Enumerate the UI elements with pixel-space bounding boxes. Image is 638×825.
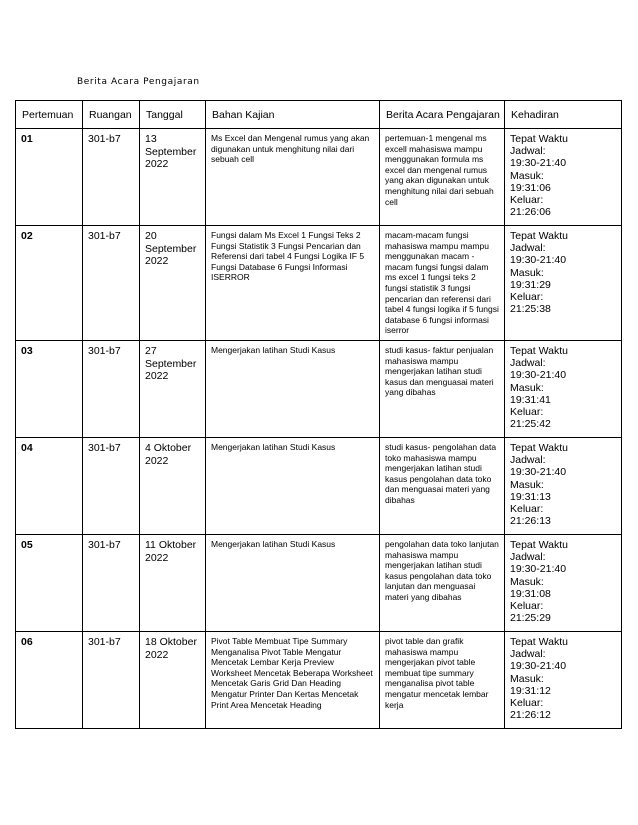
schedule-label: Jadwal: — [510, 145, 546, 158]
schedule-label: Jadwal: — [510, 648, 546, 661]
ruangan-value: 301-b7 — [88, 636, 121, 648]
checkin-value: 19:31:12 — [510, 684, 551, 697]
cell-kehadiran — [505, 341, 622, 438]
checkout-value: 21:25:29 — [510, 612, 551, 625]
tanggal-value: 27 September 2022 — [145, 345, 197, 382]
cell-kehadiran — [505, 438, 622, 535]
tanggal-value: 20 September 2022 — [145, 230, 197, 267]
cell-kehadiran — [505, 535, 622, 632]
checkin-label: Masuk: — [510, 381, 544, 394]
ruangan-value: 301-b7 — [88, 539, 121, 551]
header-kehadiran: Kehadiran — [505, 101, 622, 129]
cell-ruangan — [83, 129, 140, 226]
attendance-status: Tepat Waktu — [510, 636, 568, 648]
teaching-report-table — [15, 100, 622, 729]
table-row — [16, 535, 622, 632]
pertemuan-value: 06 — [21, 636, 33, 648]
cell-berita-acara — [380, 632, 505, 729]
header-pertemuan: Pertemuan — [16, 101, 83, 129]
cell-berita-acara — [380, 341, 505, 438]
bahan-kajian-value: Ms Excel dan Mengenal rumus yang akan digunakan untuk menghitung nilai dari sebuah cell — [211, 133, 370, 165]
tanggal-value: 18 Oktober 2022 — [145, 636, 197, 661]
table-row — [16, 129, 622, 226]
cell-bahan-kajian — [206, 226, 380, 341]
header-bahan-kajian: Bahan Kajian — [206, 101, 380, 129]
checkin-label: Masuk: — [510, 575, 544, 588]
pertemuan-value: 04 — [21, 442, 33, 454]
berita-acara-value: studi kasus- pengolahan data toko mahasiswa mampu mengerjakan latihan studi kasus pengolahan data toko dan menguasai materi yang dibahas — [385, 442, 497, 505]
cell-kehadiran — [505, 226, 622, 341]
schedule-value: 19:30-21:40 — [510, 157, 567, 170]
pertemuan-value: 02 — [21, 230, 33, 242]
attendance-status: Tepat Waktu — [510, 133, 568, 145]
bahan-kajian-value: Pivot Table Membuat Tipe Summary Menganalisa Pivot Table Mengatur Mencetak Lembar Kerja Preview Worksheet Mencetak Beberapa Worksheet Mencetak Garis Grid Dan Heading Mengatur Printer Dan Kertas Mencetak Print Area Mencetak Heading — [211, 636, 373, 710]
checkout-label: Keluar: — [510, 503, 544, 516]
cell-kehadiran — [505, 632, 622, 729]
cell-bahan-kajian — [206, 438, 380, 535]
bahan-kajian-value: Mengerjakan latihan Studi Kasus — [211, 539, 336, 549]
checkout-value: 21:25:42 — [510, 418, 551, 431]
attendance-status: Tepat Waktu — [510, 442, 568, 454]
cell-tanggal — [140, 129, 206, 226]
checkout-value: 21:26:13 — [510, 515, 551, 528]
cell-pertemuan — [16, 129, 83, 226]
header-ruangan: Ruangan — [83, 101, 140, 129]
header-tanggal: Tanggal — [140, 101, 206, 129]
bahan-kajian-value: Mengerjakan latihan Studi Kasus — [211, 442, 336, 452]
checkin-value: 19:31:08 — [510, 587, 551, 600]
cell-tanggal — [140, 226, 206, 341]
checkin-label: Masuk: — [510, 478, 544, 491]
attendance-status: Tepat Waktu — [510, 230, 568, 242]
checkout-value: 21:25:38 — [510, 303, 551, 316]
bahan-kajian-value: Fungsi dalam Ms Excel 1 Fungsi Teks 2 Fungsi Statistik 3 Fungsi Pencarian dan Referensi dari tabel 4 Fungsi Logika IF 5 Fungsi Database 6 Fungsi Informasi ISERROR — [211, 230, 365, 283]
berita-acara-value: macam-macam fungsi mahasiswa mampu mampu menggunakan macam - macam fungsi fungsi dalam ms excel 1 fungsi teks 2 fungsi statistik 3 fungsi pencarian dan referensi dari tabel 4 fungsi logika if 5 fungsi database 6 fungsi informasi iserror — [385, 230, 499, 336]
cell-ruangan — [83, 438, 140, 535]
cell-berita-acara — [380, 129, 505, 226]
schedule-value: 19:30-21:40 — [510, 660, 567, 673]
cell-pertemuan — [16, 226, 83, 341]
checkin-value: 19:31:41 — [510, 393, 551, 406]
cell-berita-acara — [380, 535, 505, 632]
cell-ruangan — [83, 341, 140, 438]
schedule-label: Jadwal: — [510, 454, 546, 467]
checkin-value: 19:31:13 — [510, 490, 551, 503]
table-row — [16, 341, 622, 438]
cell-bahan-kajian — [206, 535, 380, 632]
checkin-label: Masuk: — [510, 672, 544, 685]
cell-tanggal — [140, 632, 206, 729]
tanggal-value: 11 Oktober 2022 — [145, 539, 197, 564]
table-header-row — [16, 101, 622, 129]
ruangan-value: 301-b7 — [88, 133, 121, 145]
schedule-label: Jadwal: — [510, 357, 546, 370]
tanggal-value: 13 September 2022 — [145, 133, 197, 170]
schedule-value: 19:30-21:40 — [510, 254, 567, 267]
cell-ruangan — [83, 535, 140, 632]
checkin-value: 19:31:29 — [510, 278, 551, 291]
cell-bahan-kajian — [206, 129, 380, 226]
cell-tanggal — [140, 535, 206, 632]
attendance-status: Tepat Waktu — [510, 539, 568, 551]
document-title: Berita Acara Pengajaran — [77, 77, 200, 87]
cell-tanggal — [140, 341, 206, 438]
checkin-value: 19:31:06 — [510, 181, 551, 194]
schedule-label: Jadwal: — [510, 242, 546, 255]
checkout-label: Keluar: — [510, 406, 544, 419]
header-berita-acara: Berita Acara Pengajaran — [380, 101, 505, 129]
checkin-label: Masuk: — [510, 169, 544, 182]
table-row — [16, 632, 622, 729]
checkout-label: Keluar: — [510, 194, 544, 207]
tanggal-value: 4 Oktober 2022 — [145, 442, 192, 467]
cell-berita-acara — [380, 438, 505, 535]
checkout-label: Keluar: — [510, 697, 544, 710]
cell-pertemuan — [16, 341, 83, 438]
checkin-label: Masuk: — [510, 266, 544, 279]
table-row — [16, 226, 622, 341]
cell-bahan-kajian — [206, 632, 380, 729]
cell-bahan-kajian — [206, 341, 380, 438]
cell-tanggal — [140, 438, 206, 535]
ruangan-value: 301-b7 — [88, 442, 121, 454]
cell-pertemuan — [16, 438, 83, 535]
cell-ruangan — [83, 632, 140, 729]
cell-pertemuan — [16, 632, 83, 729]
berita-acara-value: studi kasus- faktur penjualan mahasiswa mampu mengerjakan latihan studi kasus dan menguasai materi yang dibahas — [385, 345, 494, 398]
table-row — [16, 438, 622, 535]
attendance-status: Tepat Waktu — [510, 345, 568, 357]
cell-berita-acara — [380, 226, 505, 341]
schedule-value: 19:30-21:40 — [510, 369, 567, 382]
berita-acara-value: pengolahan data toko lanjutan mahasiswa mampu mengerjakan latihan studi kasus pengolahan data toko lanjutan dan menguasai materi yang dibahas — [385, 539, 499, 602]
schedule-value: 19:30-21:40 — [510, 563, 567, 576]
cell-ruangan — [83, 226, 140, 341]
checkout-value: 21:26:06 — [510, 206, 551, 219]
bahan-kajian-value: Mengerjakan latihan Studi Kasus — [211, 345, 336, 355]
berita-acara-value: pivot table dan grafik mahasiswa mampu mengerjakan pivot table membuat tipe summary menganalisa pivot table mengatur mencetak lembar kerja — [385, 636, 489, 710]
pertemuan-value: 01 — [21, 133, 33, 145]
cell-kehadiran — [505, 129, 622, 226]
checkout-label: Keluar: — [510, 600, 544, 613]
checkout-value: 21:26:12 — [510, 709, 551, 722]
ruangan-value: 301-b7 — [88, 345, 121, 357]
ruangan-value: 301-b7 — [88, 230, 121, 242]
pertemuan-value: 03 — [21, 345, 33, 357]
schedule-label: Jadwal: — [510, 551, 546, 564]
berita-acara-value: pertemuan-1 mengenal ms excell mahasiswa mampu menggunakan formula ms excel dan mengenal rumus yang akan digunakan untuk menghitung nilai dari sebuah cell — [385, 133, 494, 207]
schedule-value: 19:30-21:40 — [510, 466, 567, 479]
pertemuan-value: 05 — [21, 539, 33, 551]
checkout-label: Keluar: — [510, 291, 544, 304]
cell-pertemuan — [16, 535, 83, 632]
